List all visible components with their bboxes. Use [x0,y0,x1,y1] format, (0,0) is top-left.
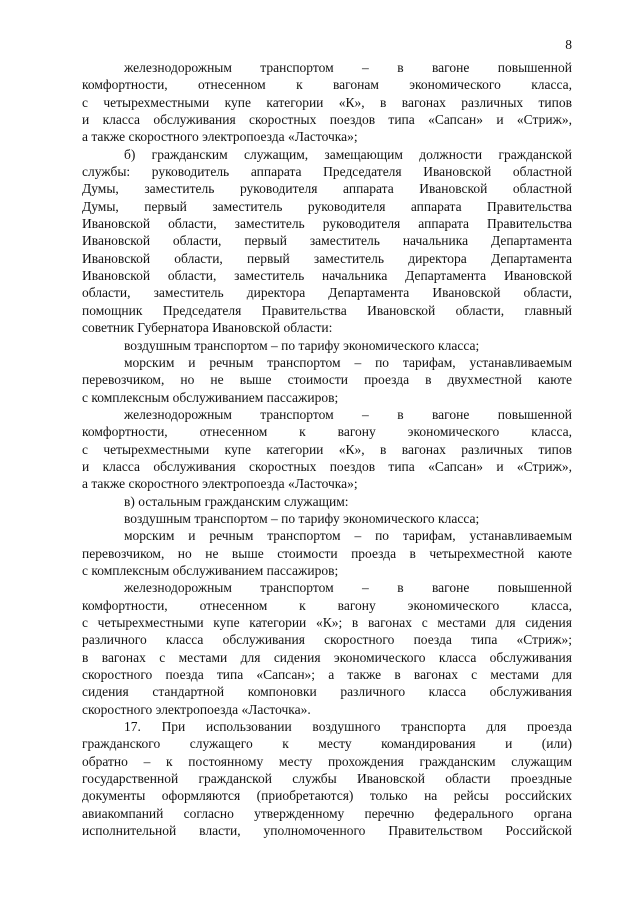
text-line: различного класса обслуживания скоростного поезда типа «Стриж»; [82,632,572,648]
text-line: Думы, первый заместитель руководителя аппарата Правительства [82,198,572,214]
text-line: Думы, заместитель руководителя аппарата Ивановской областной [82,181,572,197]
text-line: сидения стандартной компоновки различного класса обслуживания [82,684,572,700]
text-line: гражданского служащего к месту командирования и (или) [82,736,572,752]
text-line: и класса обслуживания скоростных поездов типа «Сапсан» и «Стриж», [82,112,572,128]
text-line: комфортности, отнесенном к вагонам экономического класса, [82,77,572,93]
text-line: области, заместитель директора Департамента Ивановской области, [82,285,572,301]
text-line: железнодорожным транспортом – в вагоне повышенной [124,580,572,596]
text-line: помощник Председателя Правительства Ивановской области, главный [82,302,572,318]
text-line: с комплексным обслуживанием пассажиров; [82,562,339,578]
text-line: воздушным транспортом – по тарифу экономического класса; [124,337,480,353]
text-line: комфортности, отнесенном к вагону экономического класса, [82,424,572,440]
text-line: Ивановской области, заместитель руководителя аппарата Правительства [82,216,572,232]
text-line: службы: руководитель аппарата Председателя Ивановской областной [82,164,572,180]
text-line: б) гражданским служащим, замещающим должности гражданской [124,146,572,162]
text-line: скоростного поезда типа «Сапсан»; а также в вагонах с местами для [82,667,572,683]
text-line: перевозчиком, но не выше стоимости проезда в двухместной каюте [82,372,572,388]
text-line: Ивановской области, первый заместитель начальника Департамента [82,233,572,249]
text-line: перевозчиком, но не выше стоимости проезда в четырехместной каюте [82,545,572,561]
text-line: Ивановской области, заместитель начальника Департамента Ивановской [82,268,572,284]
page-number: 8 [565,37,572,52]
text-line: и класса обслуживания скоростных поездов типа «Сапсан» и «Стриж», [82,458,572,474]
text-line: а также скоростного электропоезда «Ласточка»; [82,129,358,145]
text-line: советник Губернатора Ивановской области: [82,320,333,336]
text-line: в вагонах с местами для сидения экономического класса обслуживания [82,649,572,665]
text-line: с комплексным обслуживанием пассажиров; [82,389,339,405]
text-line: авиакомпаний согласно утвержденному перечню федерального органа [82,805,572,821]
text-line: Ивановской области, первый заместитель директора Департамента [82,250,572,266]
text-line: документы оформляются (приобретаются) только на рейсы российских [82,788,572,804]
document-body [82,59,572,839]
text-line: а также скоростного электропоезда «Ласточка»; [82,476,358,492]
text-line: с четырехместными купе категории «К», в вагонах различных типов [82,441,572,457]
text-line: морским и речным транспортом – по тарифам, устанавливаемым [124,528,572,544]
text-line: государственной гражданской службы Ивановской области проездные [82,771,572,787]
text-line: с четырехместными купе категории «К», в вагонах различных типов [82,94,572,110]
text-line: железнодорожным транспортом – в вагоне повышенной [124,60,572,75]
text-line: воздушным транспортом – по тарифу экономического класса; [124,510,480,526]
text-line: морским и речным транспортом – по тарифам, устанавливаемым [124,354,572,370]
text-line: обратно – к постоянному месту прохождения гражданским служащим [82,753,572,769]
text-line: комфортности, отнесенном к вагону экономического класса, [82,597,572,613]
text-line: скоростного электропоезда «Ласточка». [82,701,311,717]
text-line: с четырехместными купе категории «К»; в вагонах с местами для сидения [82,615,572,630]
text-line: 17. При использовании воздушного транспорта для проезда [124,719,572,735]
text-line: исполнительной власти, уполномоченного Правительством Российской [82,823,572,839]
text-line: железнодорожным транспортом – в вагоне повышенной [124,406,572,422]
text-line: в) остальным гражданским служащим: [124,493,349,509]
